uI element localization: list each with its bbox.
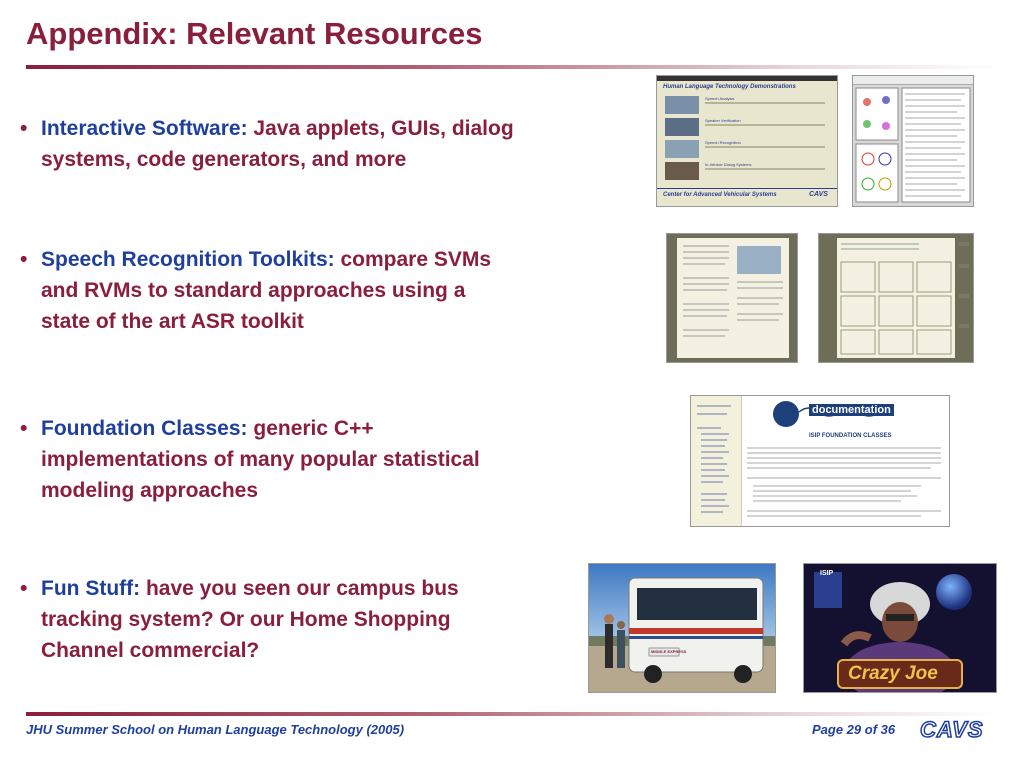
- text-line: [705, 146, 825, 148]
- bullet-text: Java applets, GUIs, dialog systems, code generators, and more: [41, 117, 514, 171]
- foundation-classes-screenshot: [690, 395, 950, 527]
- divider: [657, 188, 837, 189]
- bullet-dot: •: [20, 417, 28, 440]
- cavs-logo: CAVS: [920, 717, 984, 742]
- bullet-lead: Foundation Classes:: [41, 417, 248, 440]
- footer-divider: [26, 712, 998, 716]
- demo-thumbnail-4: [665, 162, 699, 180]
- text-line: [705, 124, 825, 126]
- bullet-fun-stuff: [20, 573, 520, 666]
- bullet-interactive-software: [20, 113, 580, 175]
- demo-thumbnail-2: [665, 118, 699, 136]
- bullet-foundation-classes: [20, 413, 480, 506]
- footer-page-number: Page 29 of 36: [812, 722, 896, 737]
- toolkit-text-lines: [667, 234, 797, 362]
- toolkit-screenshot-1: [666, 233, 798, 363]
- bullet-text: generic C++ implementations of many popular statistical modeling approaches: [41, 417, 480, 502]
- foundation-heading: ISIP FOUNDATION CLASSES: [809, 433, 892, 439]
- bullet-dot: •: [20, 117, 28, 140]
- hlt-demos-footer: Center for Advanced Vehicular Systems: [663, 192, 777, 198]
- demo-thumbnail-1: [665, 96, 699, 114]
- footer-course: JHU Summer School on Human Language Technology (2005): [26, 722, 405, 737]
- page-title: Appendix: Relevant Resources: [26, 16, 483, 51]
- scatter-plots-icon: [853, 76, 973, 206]
- bullet-lead: Fun Stuff:: [41, 577, 141, 600]
- demo-thumbnail-3: [665, 140, 699, 158]
- bullet-dot: •: [20, 248, 28, 271]
- bus-icon: [589, 564, 775, 692]
- bullet-lead: Speech Recognition Toolkits:: [41, 248, 335, 271]
- demo-item-1: Speech Analysis: [705, 96, 735, 101]
- documentation-banner: documentation: [809, 404, 894, 416]
- hlt-demos-screenshot: [656, 75, 838, 207]
- demo-item-2: Speaker Verification: [705, 118, 741, 123]
- java-applet-screenshot: [852, 75, 974, 207]
- crazy-joe-caption: Crazy Joe: [848, 663, 938, 684]
- hlt-demos-header: Human Language Technology Demonstrations: [663, 84, 796, 90]
- toolkit-screenshot-2: [818, 233, 974, 363]
- bus-photo: [588, 563, 776, 693]
- crazy-joe-photo: [803, 563, 997, 693]
- demo-item-4: In-Vehicle Dialog Systems: [705, 162, 752, 167]
- text-line: [705, 102, 825, 104]
- isip-sign: ISIP: [820, 570, 834, 577]
- text-line: [705, 168, 825, 170]
- bus-sign: MIDDLE EXPRESS: [651, 649, 687, 654]
- bullet-speech-toolkits: [20, 244, 520, 337]
- window-titlebar: [657, 76, 837, 81]
- cavs-mini-logo: CAVS: [809, 191, 828, 198]
- bullet-dot: •: [20, 577, 28, 600]
- bullet-text: compare SVMs and RVMs to standard approaches using a state of the art ASR toolkit: [41, 248, 492, 333]
- title-divider: [26, 65, 998, 69]
- tutorial-grid: [819, 234, 973, 362]
- bullet-text: have you seen our campus bus tracking system? Or our Home Shopping Channel commercial?: [41, 577, 459, 662]
- bullet-lead: Interactive Software:: [41, 117, 248, 140]
- demo-item-3: Speech Recognition: [705, 140, 741, 145]
